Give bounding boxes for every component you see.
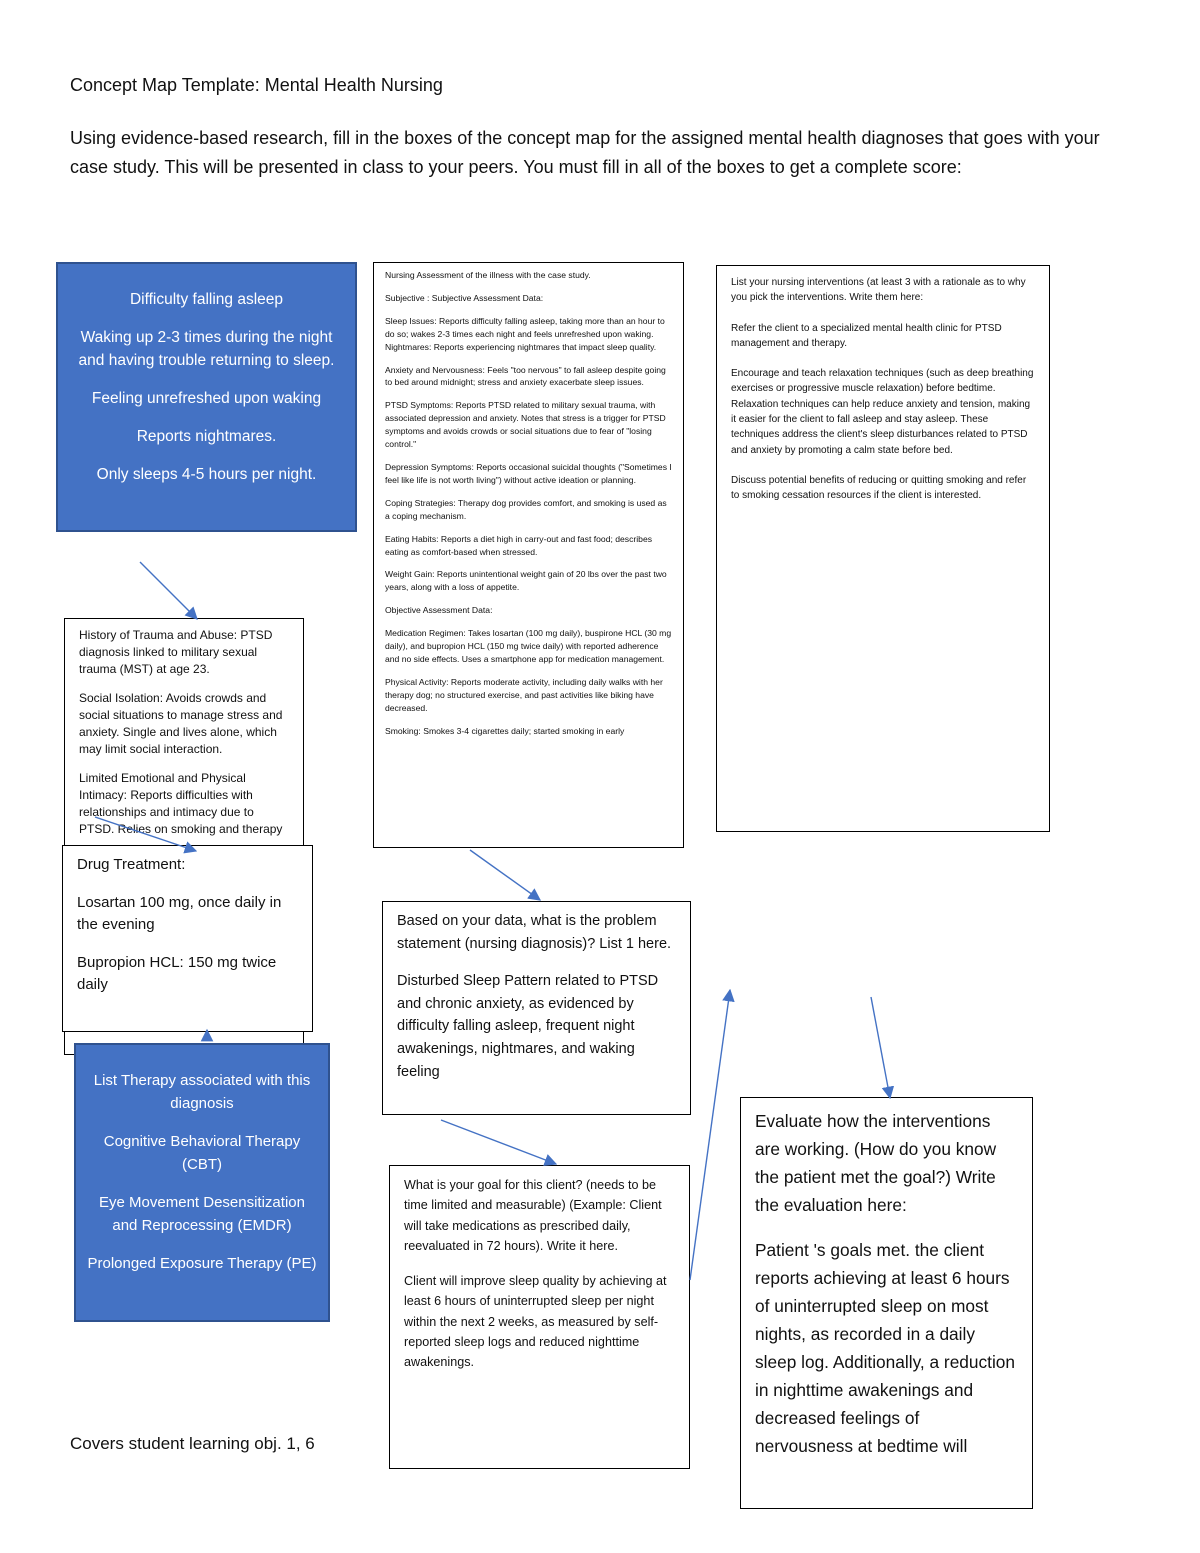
therapy-box bbox=[74, 1043, 330, 1322]
therapy-heading: List Therapy associated with this diagnosis bbox=[93, 1072, 311, 1112]
arrow-problem-to-goal bbox=[441, 1120, 556, 1164]
evaluation-prompt: Evaluate how the interventions are working. (How do you know the patient met the goal?) Write the evaluation here: bbox=[755, 1111, 997, 1215]
page-title: Concept Map Template: Mental Health Nursing bbox=[70, 75, 443, 95]
footer-text: Covers student learning obj. 1, 6 bbox=[70, 1434, 315, 1453]
drug-treatment-box bbox=[62, 845, 313, 1032]
symptom-item: Reports nightmares. bbox=[136, 428, 277, 445]
arrow-symptoms-to-history bbox=[140, 562, 197, 619]
symptom-item: Waking up 2-3 times during the night and having trouble returning to sleep. bbox=[78, 329, 335, 369]
assessment-box bbox=[373, 262, 684, 848]
interventions-heading: List your nursing interventions (at least 3 with a rationale as to why you pick the interventions. Write them here: bbox=[731, 277, 1026, 304]
intervention-item: Discuss potential benefits of reducing or quitting smoking and refer to smoking cessation resources if the client is interested. bbox=[731, 474, 1027, 502]
symptom-item: Only sleeps 4-5 hours per night. bbox=[96, 466, 317, 483]
assessment-item: Smoking: Smokes 3-4 cigarettes daily; started smoking in early bbox=[385, 725, 625, 736]
assessment-item: PTSD Symptoms: Reports PTSD related to military sexual trauma, with associated depression and anxiety. Notes that stress is a trigger for PTSD symptoms and avoids crowds or social situations due to fear of "losing control." bbox=[385, 400, 666, 450]
goal-box bbox=[389, 1165, 690, 1469]
history-item: Social Isolation: Avoids crowds and social situations to manage stress and anxiety. Single and lives alone, which may limit social interaction. bbox=[79, 691, 283, 756]
symptom-item: Difficulty falling asleep bbox=[129, 291, 284, 308]
problem-prompt: Based on your data, what is the problem statement (nursing diagnosis)? List 1 here. bbox=[397, 913, 672, 952]
goal-prompt: What is your goal for this client? (needs to be time limited and measurable) (Example: Client will take medications as prescribed daily, reevaluated in 72 hours). Write it here. bbox=[404, 1178, 662, 1253]
arrow-interventions-to-evaluation bbox=[871, 997, 890, 1098]
assessment-item: Objective Assessment Data: bbox=[385, 605, 493, 616]
drug-heading: Drug Treatment: bbox=[77, 856, 186, 873]
assessment-item: Sleep Issues: Reports difficulty falling asleep, taking more than an hour to do so; wakes 2-3 times each night and feels unrefreshed upon waking. Nightmares: Reports experiencing nightmares that impact sleep quality. bbox=[385, 315, 665, 352]
drug-item: Losartan 100 mg, once daily in the evening bbox=[77, 893, 282, 933]
history-item: Limited Emotional and Physical Intimacy: Reports difficulties with relationships and intimacy due to PTSD. Relies on smoking and therapy bbox=[79, 771, 283, 836]
intervention-item: Refer the client to a specialized mental health clinic for PTSD management and therapy. bbox=[731, 322, 1002, 349]
assessment-item: Weight Gain: Reports unintentional weight gain of 20 lbs over the past two years, along with a loss of appetite. bbox=[385, 569, 667, 593]
arrow-goal-to-interventions bbox=[690, 990, 730, 1280]
drug-item: Bupropion HCL: 150 mg twice daily bbox=[77, 953, 277, 993]
assessment-item: Nursing Assessment of the illness with the case study. bbox=[385, 270, 591, 280]
history-box bbox=[64, 618, 304, 858]
symptoms-box bbox=[56, 262, 357, 532]
assessment-item: Depression Symptoms: Reports occasional suicidal thoughts ("Sometimes I feel like life is not worth living") without active ideation or planning. bbox=[385, 461, 672, 485]
symptom-item: Feeling unrefreshed upon waking bbox=[91, 390, 322, 407]
intervention-item: Encourage and teach relaxation techniques (such as deep breathing exercises or progressive muscle relaxation) before bedtime. Relaxation techniques can help reduce anxiety and tension, making it easier for the client to fall asleep and stay asleep. These techniques address the client's sleep disturbances related to PTSD and anxiety by promoting a calm state before bed. bbox=[731, 368, 1034, 456]
therapy-item: Prolonged Exposure Therapy (PE) bbox=[87, 1255, 317, 1272]
problem-statement-box bbox=[382, 901, 691, 1115]
arrow-assessment-to-problem bbox=[470, 850, 540, 900]
therapy-item: Eye Movement Desensitization and Reprocessing (EMDR) bbox=[99, 1194, 305, 1234]
evaluation-box bbox=[740, 1097, 1033, 1509]
history-item: History of Trauma and Abuse: PTSD diagnosis linked to military sexual trauma (MST) at age 23. bbox=[79, 628, 273, 676]
assessment-item: Physical Activity: Reports moderate activity, including daily walks with her therapy dog; no structured exercise, and past activities like biking have decreased. bbox=[385, 676, 663, 713]
interventions-box bbox=[716, 265, 1050, 832]
therapy-item: Cognitive Behavioral Therapy (CBT) bbox=[103, 1133, 301, 1173]
assessment-item: Subjective : Subjective Assessment Data: bbox=[385, 292, 544, 303]
problem-diagnosis: Disturbed Sleep Pattern related to PTSD and chronic anxiety, as evidenced by difficulty falling asleep, frequent night awakenings, nightmares, and waking feeling bbox=[397, 973, 659, 1080]
assessment-item: Coping Strategies: Therapy dog provides comfort, and smoking is used as a coping mechanism. bbox=[385, 497, 667, 521]
assessment-item: Medication Regimen: Takes losartan (100 mg daily), buspirone HCL (30 mg daily), and bupropion HCL (150 mg twice daily) with reported adherence and no side effects. Uses a smartphone app for medication management. bbox=[385, 628, 672, 664]
instructions-text: Using evidence-based research, fill in the boxes of the concept map for the assigned mental health diagnoses that goes with your case study. This will be presented in class to your peers. You must fill in all of the boxes to get a complete score: bbox=[70, 128, 1100, 177]
evaluation-statement: Patient 's goals met. the client reports achieving at least 6 hours of uninterrupted sleep on most nights, as recorded in a daily sleep log. Additionally, a reduction in nighttime awakenings and decreased feelings of nervousness at bedtime will bbox=[755, 1240, 1016, 1457]
assessment-item: Anxiety and Nervousness: Feels "too nervous" to fall asleep despite going to bed around midnight; stress and anxiety exacerbate sleep issues. bbox=[385, 364, 666, 388]
goal-statement: Client will improve sleep quality by achieving at least 6 hours of uninterrupted sleep per night within the next 2 weeks, as measured by self-reported sleep logs and reduced nighttime awakenings. bbox=[404, 1274, 667, 1370]
assessment-item: Eating Habits: Reports a diet high in carry-out and fast food; describes eating as comfort-based when stressed. bbox=[385, 533, 653, 557]
